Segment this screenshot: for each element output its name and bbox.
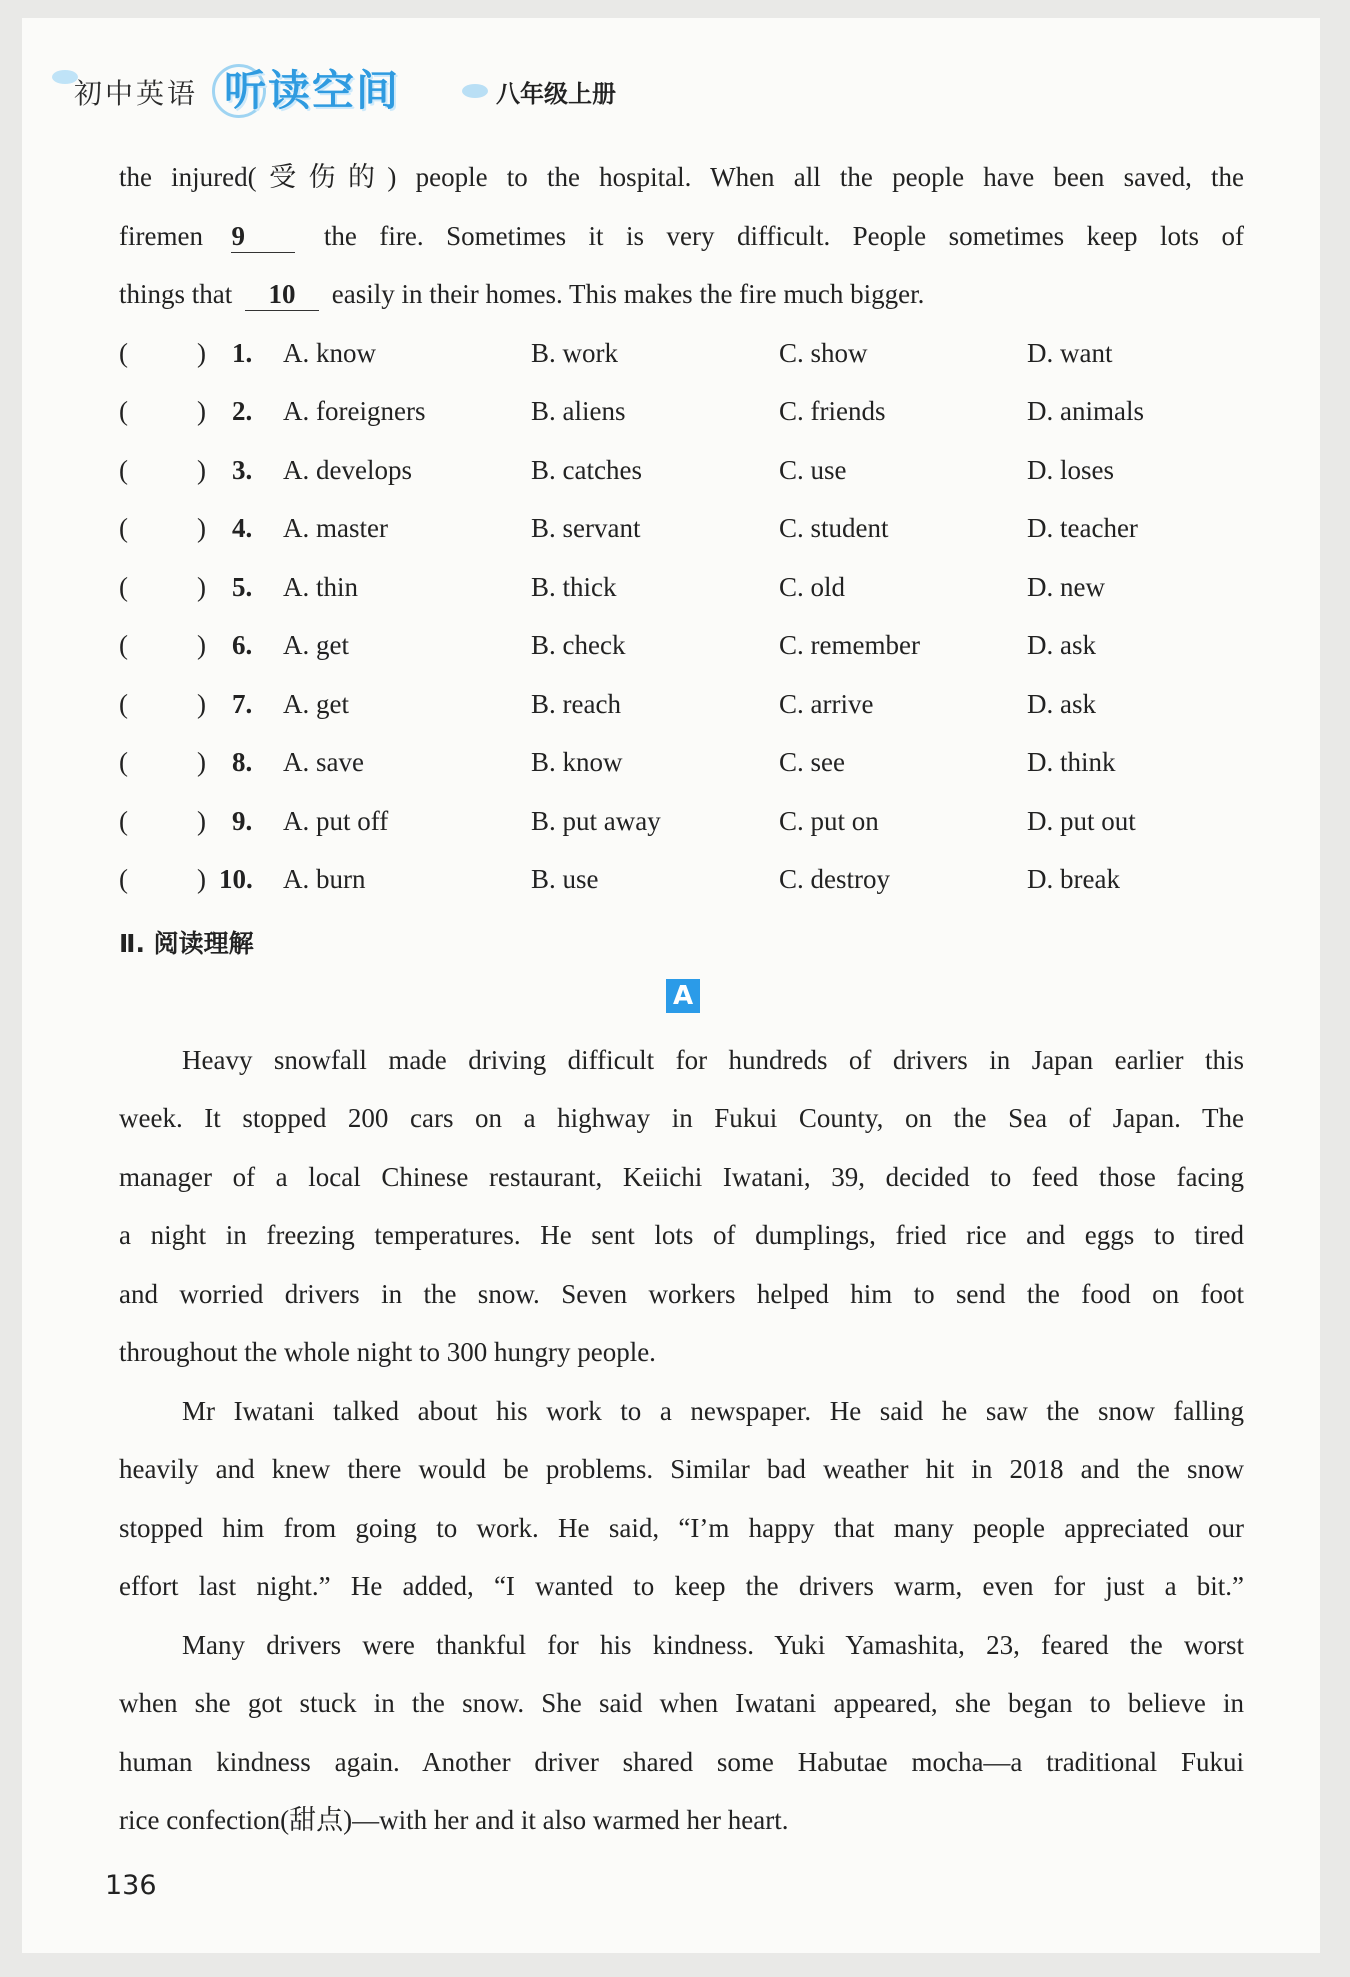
answer-paren-close: ): [197, 688, 206, 719]
passage-line: rice confection(甜点)—with her and it also warmed her heart.: [119, 1805, 789, 1835]
answer-paren-open[interactable]: (: [119, 337, 128, 368]
grade-label: 八年级上册: [496, 80, 616, 108]
brand-title: 听读空间: [224, 66, 401, 115]
option-row: [119, 499, 1244, 558]
options-list: [119, 324, 1244, 909]
answer-paren-open[interactable]: (: [119, 454, 128, 485]
answer-paren-close: ): [197, 571, 206, 602]
option-row: [119, 792, 1244, 851]
option-d: D. teacher: [1027, 513, 1138, 543]
option-c: C. see: [779, 747, 845, 777]
question-number: 7.: [232, 688, 253, 719]
answer-paren-open[interactable]: (: [119, 571, 128, 602]
answer-paren-close: ): [197, 337, 206, 368]
option-d: D. think: [1027, 747, 1116, 777]
option-b: B. thick: [531, 571, 617, 602]
option-d: D. break: [1027, 864, 1120, 894]
option-b: B. reach: [531, 688, 621, 719]
answer-paren-open[interactable]: (: [119, 747, 128, 777]
answer-paren-close: ): [197, 864, 206, 894]
option-b: B. catches: [531, 454, 642, 485]
question-number: 3.: [232, 454, 253, 485]
option-a: A. develops: [283, 454, 412, 485]
passage-line: throughout the whole night to 300 hungry people.: [119, 1337, 656, 1367]
passage-line: Mr Iwatani talked about his work to a newspaper. He said he saw the snow falling: [182, 1395, 1244, 1426]
option-c: C. show: [779, 337, 868, 368]
passage-line: heavily and knew there would be problems. Similar bad weather hit in 2018 and the snow: [119, 1454, 1244, 1484]
option-d: D. ask: [1027, 688, 1096, 719]
passage-label-badge: A: [666, 979, 700, 1013]
option-row: [119, 733, 1244, 792]
passage-line: a night in freezing temperatures. He sent lots of dumplings, fried rice and eggs to tired: [119, 1220, 1244, 1250]
option-a: A. know: [283, 337, 376, 368]
decorative-dot-icon: [462, 84, 488, 98]
option-b: B. servant: [531, 513, 641, 543]
cloze-line: things that 10 easily in their homes. This makes the fire much bigger.: [119, 279, 925, 309]
answer-paren-open[interactable]: (: [119, 805, 128, 836]
blank-9: 9: [231, 220, 295, 253]
option-a: A. get: [283, 630, 349, 660]
passage-line: Many drivers were thankful for his kindness. Yuki Yamashita, 23, feared the worst: [182, 1629, 1244, 1660]
option-c: C. friends: [779, 396, 886, 426]
option-a: A. foreigners: [283, 396, 426, 426]
option-c: C. old: [779, 571, 846, 602]
option-b: B. check: [531, 630, 626, 660]
cloze-line: firemen 9 the fire. Sometimes it is very difficult. People sometimes keep lots of: [119, 220, 1245, 251]
answer-paren-close: ): [197, 396, 206, 426]
option-b: B. know: [531, 747, 623, 777]
option-row: [119, 382, 1244, 441]
option-row: [119, 675, 1244, 734]
passage-line: human kindness again. Another driver shared some Habutae mocha—a traditional Fukui: [119, 1746, 1244, 1777]
answer-paren-open[interactable]: (: [119, 396, 128, 426]
option-row: [119, 324, 1244, 383]
reading-passage: [119, 1031, 1244, 1850]
series-title: 初中英语: [74, 77, 199, 110]
passage-line: and worried drivers in the snow. Seven workers helped him to send the food on foot: [119, 1278, 1244, 1309]
answer-paren-open[interactable]: (: [119, 864, 128, 894]
option-c: C. put on: [779, 805, 879, 836]
blank-10: 10: [245, 278, 319, 311]
option-d: D. put out: [1027, 805, 1136, 836]
passage-line: when she got stuck in the snow. She said when Iwatani appeared, she began to believe in: [119, 1688, 1244, 1718]
option-d: D. animals: [1027, 396, 1144, 426]
passage-line: manager of a local Chinese restaurant, Keiichi Iwatani, 39, decided to feed those facing: [119, 1161, 1244, 1192]
option-row: [119, 441, 1244, 500]
option-row: [119, 558, 1244, 617]
question-number: 5.: [232, 571, 253, 602]
page-content: [119, 148, 1244, 1850]
passage-label-wrap: [119, 967, 1244, 1031]
option-b: B. put away: [531, 805, 661, 836]
section-title: Ⅱ. 阅读理解: [119, 928, 254, 958]
answer-paren-close: ): [197, 454, 206, 485]
option-a: A. save: [283, 747, 364, 777]
question-number: 8.: [232, 747, 253, 777]
answer-paren-close: ): [197, 805, 206, 836]
passage-line: stopped him from going to work. He said, “I’m happy that many people appreciated our: [119, 1512, 1244, 1543]
option-d: D. want: [1027, 337, 1113, 368]
option-a: A. put off: [283, 805, 389, 836]
option-c: C. student: [779, 513, 889, 543]
passage-line: week. It stopped 200 cars on a highway in Fukui County, on the Sea of Japan. The: [119, 1103, 1244, 1133]
question-number: 1.: [232, 337, 253, 368]
option-d: D. ask: [1027, 630, 1096, 660]
question-number: 9.: [232, 805, 253, 836]
cloze-line: the injured(受伤的) people to the hospital. When all the people have been saved, the: [119, 162, 1244, 192]
answer-paren-close: ): [197, 747, 206, 777]
option-b: B. use: [531, 864, 599, 894]
answer-paren-open[interactable]: (: [119, 513, 128, 543]
option-a: A. thin: [283, 571, 359, 602]
option-c: C. arrive: [779, 688, 874, 719]
textbook-page: [22, 18, 1320, 1953]
option-b: B. aliens: [531, 396, 626, 426]
option-row: [119, 850, 1244, 909]
option-a: A. get: [283, 688, 349, 719]
option-c: C. destroy: [779, 864, 890, 894]
question-number: 6.: [232, 630, 253, 660]
option-b: B. work: [531, 337, 618, 368]
answer-paren-close: ): [197, 630, 206, 660]
option-d: D. loses: [1027, 454, 1114, 485]
option-a: A. burn: [283, 864, 366, 894]
page-header: [52, 54, 752, 114]
answer-paren-close: ): [197, 513, 206, 543]
answer-paren-open[interactable]: (: [119, 688, 128, 719]
option-d: D. new: [1027, 571, 1105, 602]
page-number: 136: [105, 1870, 157, 1901]
question-number: 2.: [232, 396, 253, 426]
passage-line: Heavy snowfall made driving difficult for hundreds of drivers in Japan earlier this: [182, 1044, 1244, 1075]
option-a: A. master: [283, 513, 388, 543]
option-row: [119, 616, 1244, 675]
passage-line: effort last night.” He added, “I wanted to keep the drivers warm, even for just a bit.”: [119, 1571, 1244, 1601]
question-number: 10.: [219, 864, 253, 894]
question-number: 4.: [232, 513, 253, 543]
option-c: C. remember: [779, 630, 920, 660]
option-c: C. use: [779, 454, 847, 485]
answer-paren-open[interactable]: (: [119, 630, 128, 660]
